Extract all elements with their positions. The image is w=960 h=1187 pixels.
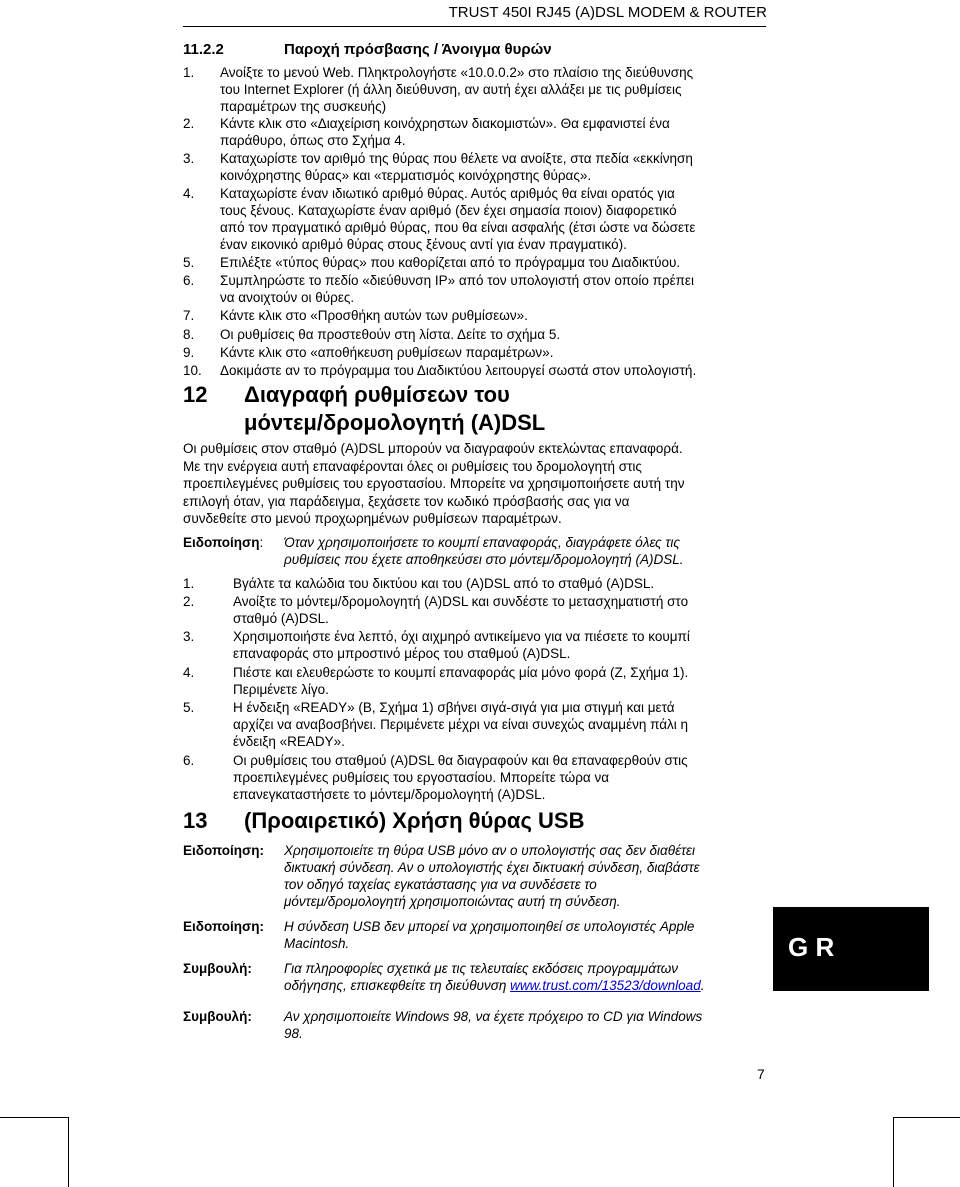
list-item: Καταχωρίστε τον αριθμό της θύρας που θέλετε να ανοίξτε, στα πεδία «εκκίνηση	[220, 151, 693, 166]
section-number: 13	[183, 808, 208, 833]
notice-text: μόντεμ/δρομολογητή χρησιμοποιώντας αυτή τη σύνδεση.	[284, 894, 621, 909]
tip-text: οδήγησης, επισκεφθείτε τη διεύθυνση www.trust.com/13523/download.	[284, 978, 705, 993]
notice-text: δικτυακή σύνδεση. Αν ο υπολογιστής έχει δικτυακή σύνδεση, διαβάστε	[284, 860, 700, 875]
list-item: κοινόχρηστης θύρας» και «τερματισμός κοινόχρηστης θύρας».	[220, 168, 592, 183]
list-item: ένδειξη «READY».	[233, 734, 345, 749]
list-number: 6.	[183, 273, 195, 288]
notice-text: τον οδηγό ταχείας εγκατάστασης για να συνδέσετε το	[284, 877, 597, 892]
list-item: σταθμό (A)DSL.	[233, 611, 329, 626]
list-number: 7.	[183, 308, 195, 323]
list-number: 4.	[183, 665, 195, 680]
language-tab	[773, 907, 929, 991]
list-item: Οι ρυθμίσεις του σταθμού (A)DSL θα διαγραφούν και θα επαναφερθούν στις	[233, 753, 688, 768]
list-number: 9.	[183, 345, 195, 360]
list-item: έναν εικονικό αριθμό θύρας στους ξένους αντί για έναν πραγματικό).	[220, 237, 627, 252]
tip-label: Συμβουλή:	[183, 1009, 252, 1024]
notice-text: ρυθμίσεις που έχετε αποθηκεύσει στο μόντεμ/δρομολογητή (A)DSL.	[284, 552, 684, 567]
language-tab-label: G R	[788, 932, 835, 962]
list-item: αρχίζει να αναβοσβήνει. Περιμένετε μέχρι να είναι συνεχώς αναμμένη πάλι η	[233, 717, 689, 732]
notice-text: Όταν χρησιμοποιήσετε το κουμπί επαναφοράς, διαγράφετε όλες τις	[284, 535, 680, 550]
list-item: Κάντε κλικ στο «Προσθήκη αυτών των ρυθμίσεων».	[220, 308, 528, 323]
tip-text: Αν χρησιμοποιείτε Windows 98, να έχετε πρόχειρο το CD για Windows	[284, 1009, 703, 1024]
list-item: Η ένδειξη «READY» (B, Σχήμα 1) σβήνει σιγά-σιγά για μια στιγμή και μετά	[233, 700, 675, 715]
list-number: 5.	[183, 255, 195, 270]
paragraph-line: Οι ρυθμίσεις στον σταθμό (A)DSL μπορούν να διαγραφούν εκτελώντας επαναφορά.	[183, 441, 683, 456]
notice-text: Χρησιμοποιείτε τη θύρα USB μόνο αν ο υπολογιστής σας δεν διαθέτει	[284, 843, 695, 858]
list-item: από τον πραγματικό αριθμό θύρας, που θα είναι ασφαλής (έτσι ώστε να δώσετε	[220, 220, 696, 235]
list-item: Κάντε κλικ στο «αποθήκευση ρυθμίσεων παραμέτρων».	[220, 345, 554, 360]
paragraph-line: προεπιλεγμένες ρυθμίσεις του εργοστασίου. Μπορείτε να χρησιμοποιήσετε αυτή την	[183, 476, 685, 491]
notice-text: Macintosh.	[284, 936, 350, 951]
notice-label: Ειδοποίηση:	[183, 919, 264, 934]
list-item: Περιμένετε λίγο.	[233, 682, 329, 697]
page-number: 7	[757, 1066, 765, 1082]
section-title: (Προαιρετικό) Χρήση θύρας USB	[244, 808, 585, 833]
crop-mark	[0, 1117, 68, 1118]
list-item: Ανοίξτε το μόντεμ/δρομολογητή (A)DSL και συνδέστε το μετασχηματιστή στο	[233, 594, 689, 609]
list-item: Πιέστε και ελευθερώστε το κουμπί επαναφοράς μία μόνο φορά (Z, Σχήμα 1).	[233, 665, 689, 680]
list-number: 5.	[183, 700, 195, 715]
notice-label: Ειδοποίηση:	[183, 535, 264, 550]
section-title: Διαγραφή ρυθμίσεων του	[244, 382, 510, 407]
list-number: 3.	[183, 151, 195, 166]
crop-mark	[893, 1117, 960, 1118]
list-item: παράθυρο, όπως στο Σχήμα 4.	[220, 133, 406, 148]
list-item: τους ξένους. Καταχωρίστε έναν αριθμό (δεν έχει σημασία ποιον) διαφορετικό	[220, 203, 677, 218]
list-number: 2.	[183, 116, 195, 131]
crop-mark	[68, 1117, 69, 1187]
document-header-title: TRUST 450I RJ45 (A)DSL MODEM & ROUTER	[448, 4, 767, 21]
list-item: παραμέτρων της συσκευής)	[220, 99, 387, 114]
notice-label: Ειδοποίηση:	[183, 843, 264, 858]
list-item: Δοκιμάστε αν το πρόγραμμα του Διαδικτύου λειτουργεί σωστά στον υπολογιστή.	[220, 363, 697, 378]
paragraph-line: Με την ενέργεια αυτή επαναφέρονται όλες οι ρυθμίσεις του δρομολογητή στις	[183, 459, 642, 474]
list-item: Οι ρυθμίσεις θα προστεθούν στη λίστα. Δείτε το σχήμα 5.	[220, 327, 561, 342]
section-title-continued: μόντεμ/δρομολογητή (A)DSL	[244, 410, 546, 435]
list-item: Βγάλτε τα καλώδια του δικτύου και του (A)DSL από το σταθμό (A)DSL.	[233, 576, 655, 591]
header-rule	[183, 26, 766, 27]
list-item: επαναφοράς στο μπροστινό μέρος του σταθμού (A)DSL.	[233, 646, 571, 661]
download-link[interactable]: www.trust.com/13523/download	[510, 978, 701, 993]
tip-text: 98.	[284, 1026, 303, 1041]
paragraph-line: επιλογή όταν, για παράδειγμα, ξεχάσετε τον κωδικό πρόσβασής σας για να	[183, 494, 630, 509]
list-number: 2.	[183, 594, 195, 609]
list-number: 1.	[183, 65, 195, 80]
list-item: Χρησιμοποιήστε ένα λεπτό, όχι αιχμηρό αντικείμενο για να πιέσετε το κουμπί	[233, 629, 690, 644]
notice-text: Η σύνδεση USB δεν μπορεί να χρησιμοποιηθεί σε υπολογιστές Apple	[284, 919, 695, 934]
subsection-number: 11.2.2	[183, 41, 224, 58]
list-item: να ανοιχτούν οι θύρες.	[220, 290, 355, 305]
list-number: 10.	[183, 363, 202, 378]
tip-label: Συμβουλή:	[183, 961, 252, 976]
list-number: 1.	[183, 576, 195, 591]
list-item: Καταχωρίστε έναν ιδιωτικό αριθμό θύρας. Αυτός αριθμός θα είναι ορατός για	[220, 186, 675, 201]
list-item: του Internet Explorer (ή άλλη διεύθυνση, αν αυτή έχει αλλάξει με τις ρυθμίσεις	[220, 82, 682, 97]
subsection-title: Παροχή πρόσβασης / Άνοιγμα θυρών	[284, 41, 552, 58]
list-number: 8.	[183, 327, 195, 342]
list-item: επανεγκαταστήσετε το μόντεμ/δρομολογητή (A)DSL.	[233, 787, 546, 802]
tip-text: Για πληροφορίες σχετικά με τις τελευταίες εκδόσεις προγραμμάτων	[284, 961, 679, 976]
list-item: Συμπληρώστε το πεδίο «διεύθυνση IP» από τον υπολογιστή στον οποίο πρέπει	[220, 273, 694, 288]
list-item: προεπιλεγμένες ρυθμίσεις του εργοστασίου. Μπορείτε τώρα να	[233, 770, 610, 785]
list-item: Ανοίξτε το μενού Web. Πληκτρολογήστε «10.0.0.2» στο πλαίσιο της διεύθυνσης	[220, 65, 694, 80]
paragraph-line: συνδεθείτε στο μενού προχωρημένων ρυθμίσεων παραμέτρων.	[183, 511, 562, 526]
crop-mark	[893, 1117, 894, 1187]
list-number: 3.	[183, 629, 195, 644]
list-number: 6.	[183, 753, 195, 768]
list-item: Επιλέξτε «τύπος θύρας» που καθορίζεται από το πρόγραμμα του Διαδικτύου.	[220, 255, 681, 270]
list-number: 4.	[183, 186, 195, 201]
list-item: Κάντε κλικ στο «Διαχείριση κοινόχρηστων διακομιστών». Θα εμφανιστεί ένα	[220, 116, 670, 131]
section-number: 12	[183, 382, 208, 407]
